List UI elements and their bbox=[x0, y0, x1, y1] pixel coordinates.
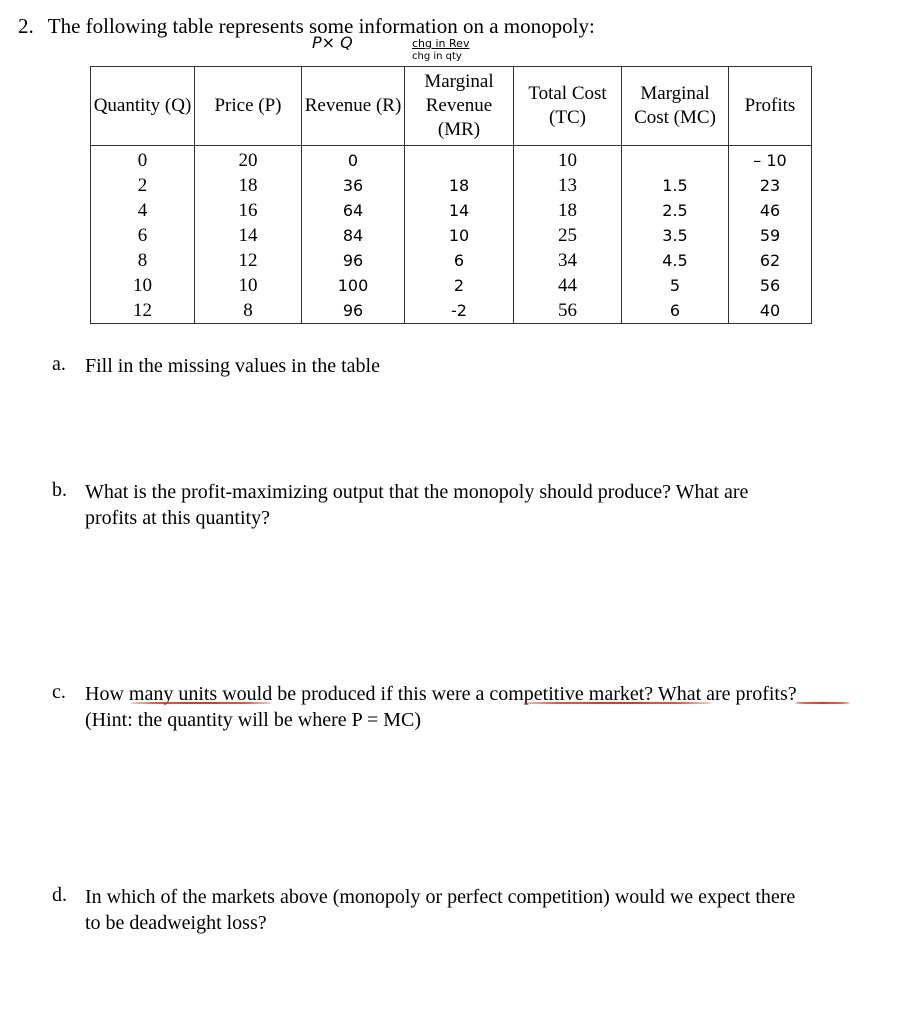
handwritten-note-change-in-revenue: chg in Rev bbox=[412, 37, 470, 50]
table-row bbox=[91, 146, 812, 174]
cell-revenue: 36 bbox=[302, 173, 405, 198]
table-row bbox=[91, 223, 812, 248]
cell-marginal-cost: 1.5 bbox=[622, 173, 729, 198]
cell-profits: 40 bbox=[729, 298, 812, 324]
question-number: 2. bbox=[18, 14, 34, 38]
cell-marginal-cost: 2.5 bbox=[622, 198, 729, 223]
cell-profits: 59 bbox=[729, 223, 812, 248]
cell-quantity: 2 bbox=[91, 173, 195, 198]
cell-marginal-cost: 4.5 bbox=[622, 248, 729, 273]
cell-total-cost: 56 bbox=[514, 298, 622, 324]
cell-quantity: 8 bbox=[91, 248, 195, 273]
handwritten-note-change-in-quantity: chg in qty bbox=[412, 51, 462, 62]
cell-total-cost: 10 bbox=[514, 146, 622, 174]
table-row bbox=[91, 248, 812, 273]
cell-revenue: 0 bbox=[302, 146, 405, 174]
cell-total-cost: 25 bbox=[514, 223, 622, 248]
question-title bbox=[18, 14, 595, 39]
part-a-text: Fill in the missing values in the table bbox=[85, 355, 380, 377]
red-underline-profits bbox=[795, 702, 850, 704]
cell-marginal-cost: 5 bbox=[622, 273, 729, 298]
cell-marginal-revenue: 18 bbox=[405, 173, 514, 198]
header-profits: Profits bbox=[729, 67, 812, 146]
cell-price: 12 bbox=[195, 248, 302, 273]
table-header-row bbox=[91, 67, 812, 146]
part-d-label: d. bbox=[52, 884, 67, 906]
cell-profits: – 10 bbox=[729, 146, 812, 174]
monopoly-table bbox=[90, 66, 812, 324]
cell-quantity: 6 bbox=[91, 223, 195, 248]
cell-price: 18 bbox=[195, 173, 302, 198]
header-price: Price (P) bbox=[195, 67, 302, 146]
part-c-label: c. bbox=[52, 681, 66, 703]
table-row bbox=[91, 198, 812, 223]
part-a-label: a. bbox=[52, 353, 66, 375]
header-revenue: Revenue (R) bbox=[302, 67, 405, 146]
cell-revenue: 100 bbox=[302, 273, 405, 298]
red-underline-competitive-market bbox=[522, 702, 712, 704]
cell-price: 10 bbox=[195, 273, 302, 298]
cell-profits: 56 bbox=[729, 273, 812, 298]
cell-quantity: 10 bbox=[91, 273, 195, 298]
cell-price: 16 bbox=[195, 198, 302, 223]
header-quantity: Quantity (Q) bbox=[91, 67, 195, 146]
cell-quantity: 4 bbox=[91, 198, 195, 223]
part-c-line-2: (Hint: the quantity will be where P = MC) bbox=[85, 709, 422, 731]
table-row bbox=[91, 173, 812, 198]
cell-profits: 62 bbox=[729, 248, 812, 273]
cell-marginal-revenue: 6 bbox=[405, 248, 514, 273]
cell-quantity: 0 bbox=[91, 146, 195, 174]
cell-revenue: 96 bbox=[302, 248, 405, 273]
cell-marginal-revenue: 10 bbox=[405, 223, 514, 248]
question-text: The following table represents some information on a monopoly: bbox=[47, 14, 595, 38]
cell-profits: 23 bbox=[729, 173, 812, 198]
header-marginal-cost: Marginal Cost (MC) bbox=[622, 67, 729, 146]
header-total-cost: Total Cost (TC) bbox=[514, 67, 622, 146]
cell-total-cost: 34 bbox=[514, 248, 622, 273]
part-b-line-1: What is the profit-maximizing output that the monopoly should produce? What are bbox=[85, 481, 749, 503]
cell-price: 14 bbox=[195, 223, 302, 248]
table-row bbox=[91, 273, 812, 298]
cell-price: 8 bbox=[195, 298, 302, 324]
table-row bbox=[91, 298, 812, 324]
cell-profits: 46 bbox=[729, 198, 812, 223]
cell-quantity: 12 bbox=[91, 298, 195, 324]
part-b-label: b. bbox=[52, 479, 67, 501]
cell-revenue: 64 bbox=[302, 198, 405, 223]
part-b-line-2: profits at this quantity? bbox=[85, 507, 270, 529]
part-d-line-2: to be deadweight loss? bbox=[85, 912, 267, 934]
cell-marginal-revenue: -2 bbox=[405, 298, 514, 324]
cell-marginal-revenue bbox=[405, 146, 514, 174]
header-marginal-revenue: Marginal Revenue (MR) bbox=[405, 67, 514, 146]
cell-price: 20 bbox=[195, 146, 302, 174]
cell-total-cost: 18 bbox=[514, 198, 622, 223]
cell-marginal-cost: 6 bbox=[622, 298, 729, 324]
handwritten-note-price-times-quantity: P× Q bbox=[312, 33, 353, 52]
cell-total-cost: 13 bbox=[514, 173, 622, 198]
cell-revenue: 96 bbox=[302, 298, 405, 324]
part-d-line-1: In which of the markets above (monopoly or perfect competition) would we expect there bbox=[85, 886, 796, 908]
cell-total-cost: 44 bbox=[514, 273, 622, 298]
cell-revenue: 84 bbox=[302, 223, 405, 248]
cell-marginal-revenue: 14 bbox=[405, 198, 514, 223]
part-c-line-1: How many units would be produced if this were a competitive market? What are profits? bbox=[85, 683, 797, 705]
cell-marginal-cost: 3.5 bbox=[622, 223, 729, 248]
cell-marginal-cost bbox=[622, 146, 729, 174]
red-underline-how-many-units bbox=[131, 702, 271, 704]
cell-marginal-revenue: 2 bbox=[405, 273, 514, 298]
